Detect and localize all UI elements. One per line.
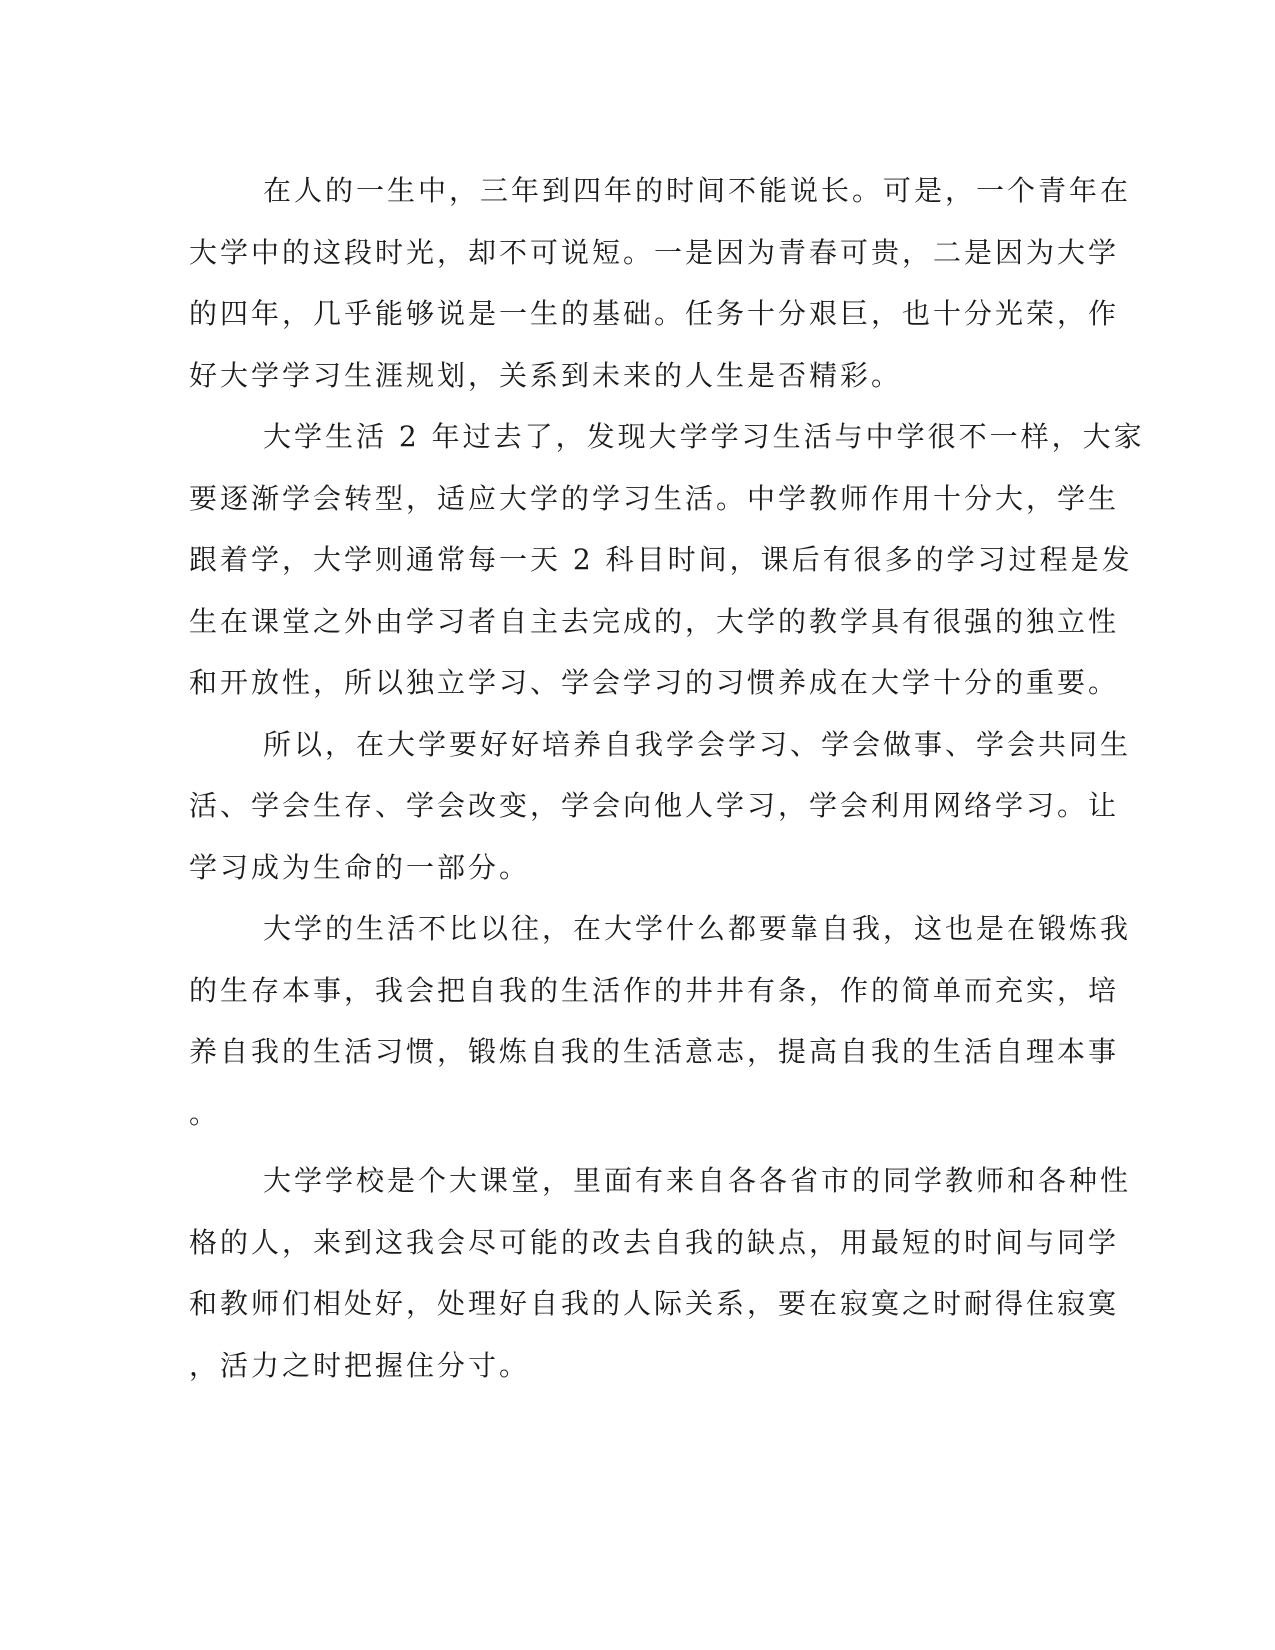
paragraph-1 bbox=[189, 160, 1132, 406]
paragraph-line: 格的人，来到这我会尽可能的改去自我的缺点，用最短的时间与同学 bbox=[189, 1225, 1120, 1259]
paragraph-line: 的四年，几乎能够说是一生的基础。任务十分艰巨，也十分光荣，作 bbox=[189, 297, 1120, 330]
paragraph-line: 的生存本事，我会把自我的生活作的井井有条，作的简单而充实，培 bbox=[189, 973, 1120, 1007]
paragraph-line: 好大学学习生涯规划，关系到未来的人生是否精彩。 bbox=[189, 358, 903, 392]
paragraph-line: 大学的生活不比以往，在大学什么都要靠自我，这也是在锻炼我 bbox=[263, 912, 1132, 945]
paragraph-line: ，活力之时把握住分寸。 bbox=[189, 1348, 531, 1382]
paragraph-line: 生在课堂之外由学习者自主去完成的，大学的教学具有很强的独立性 bbox=[189, 604, 1120, 638]
paragraph-3 bbox=[189, 714, 1132, 899]
paragraph-line: 。 bbox=[189, 1096, 221, 1130]
paragraph-2 bbox=[189, 406, 1145, 714]
paragraph-line: 所以，在大学要好好培养自我学会学习、学会做事、学会共同生 bbox=[263, 727, 1132, 761]
paragraph-line: 活、学会生存、学会改变，学会向他人学习，学会利用网络学习。让 bbox=[189, 789, 1120, 822]
paragraph-line: 在人的一生中，三年到四年的时间不能说长。可是，一个青年在 bbox=[263, 174, 1132, 207]
document-body bbox=[189, 160, 1145, 1396]
paragraph-4 bbox=[189, 898, 1132, 1144]
paragraph-line: 跟着学，大学则通常每一天 2 科目时间，课后有很多的学习过程是发 bbox=[189, 543, 1133, 576]
paragraph-line: 要逐渐学会转型，适应大学的学习生活。中学教师作用十分大，学生 bbox=[189, 481, 1120, 515]
paragraph-line: 大学学校是个大课堂，里面有来自各各省市的同学教师和各种性 bbox=[263, 1164, 1132, 1197]
paragraph-5 bbox=[189, 1150, 1132, 1396]
paragraph-line: 养自我的生活习惯，锻炼自我的生活意志，提高自我的生活自理本事 bbox=[189, 1035, 1120, 1068]
paragraph-line: 大学生活 2 年过去了，发现大学学习生活与中学很不一样，大家 bbox=[263, 420, 1145, 453]
paragraph-line: 大学中的这段时光，却不可说短。一是因为青春可贵，二是因为大学 bbox=[189, 235, 1120, 269]
paragraph-line: 和教师们相处好，处理好自我的人际关系，要在寂寞之时耐得住寂寞 bbox=[189, 1287, 1120, 1320]
paragraph-line: 学习成为生命的一部分。 bbox=[189, 850, 531, 884]
paragraph-line: 和开放性，所以独立学习、学会学习的习惯养成在大学十分的重要。 bbox=[189, 666, 1120, 699]
